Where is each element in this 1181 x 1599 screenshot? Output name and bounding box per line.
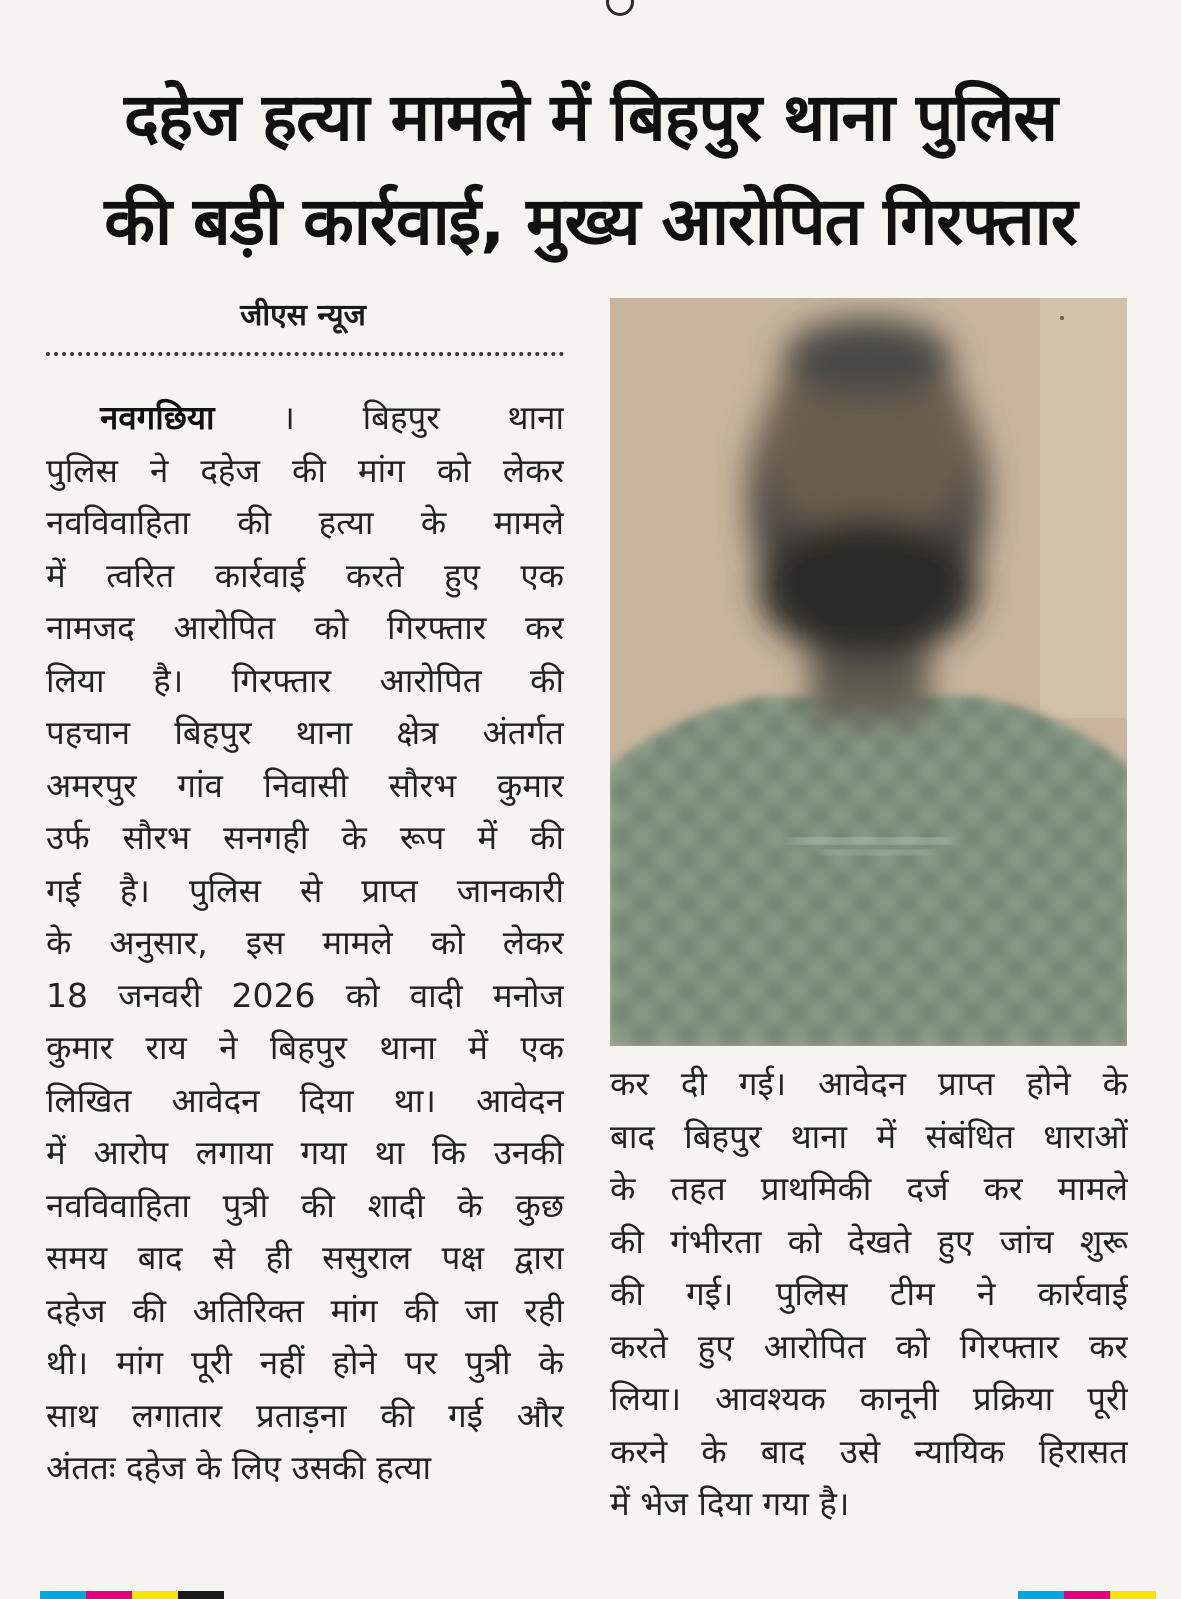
article-line: करने के बाद उसे न्यायिक हिरासत xyxy=(610,1431,1128,1471)
article-line: में आरोप लगाया गया था कि उनकी xyxy=(46,1133,564,1172)
article-line xyxy=(46,392,564,445)
article-line: लिखित आवेदन दिया था। आवेदन xyxy=(46,1080,564,1120)
article-line: समय बाद से ही ससुराल पक्ष द्वारा xyxy=(46,1238,564,1277)
article-line: की गई। पुलिस टीम ने कार्रवाई xyxy=(610,1274,1128,1313)
article-line: पहचान बिहपुर थाना क्षेत्र अंतर्गत xyxy=(46,713,564,752)
registration-mark xyxy=(1110,1591,1156,1599)
byline-divider xyxy=(46,352,564,356)
article-line: कुमार राय ने बिहपुर थाना में एक xyxy=(46,1028,564,1067)
article-line: दहेज की अतिरिक्त मांग की जा रही xyxy=(46,1290,564,1330)
article-line-text: । बिहपुर थाना xyxy=(282,398,564,437)
headline xyxy=(40,66,1141,274)
headline-line-1: दहेज हत्या मामले में बिहपुर थाना पुलिस xyxy=(124,79,1057,156)
article-line: उर्फ सौरभ सनगही के रूप में की xyxy=(46,818,564,857)
article-line: में त्वरित कार्रवाई करते हुए एक xyxy=(46,555,564,595)
article-line: गई है। पुलिस से प्राप्त जानकारी xyxy=(46,870,564,910)
article-line: लिया। आवश्यक कानूनी प्रक्रिया पूरी xyxy=(610,1379,1128,1418)
registration-mark xyxy=(40,1591,86,1599)
article-line: करते हुए आरोपित को गिरफ्तार कर xyxy=(610,1326,1128,1366)
article-line: के अनुसार, इस मामले को लेकर xyxy=(46,923,564,962)
article-line: साथ लगातार प्रताड़ना की गई और xyxy=(46,1395,564,1435)
article-line: की गंभीरता को देखते हुए जांच शुरू xyxy=(610,1221,1128,1261)
registration-mark xyxy=(86,1591,132,1599)
registration-mark xyxy=(1018,1591,1064,1599)
article-line: थी। मांग पूरी नहीं होने पर पुत्री के xyxy=(46,1343,564,1382)
article-line: नवविवाहिता पुत्री की शादी के कुछ xyxy=(46,1185,564,1225)
registration-mark xyxy=(178,1591,224,1599)
article-right-column xyxy=(610,1058,1128,1531)
article-line: के तहत प्राथमिकी दर्ज कर मामले xyxy=(610,1169,1128,1208)
byline: जीएस न्यूज xyxy=(240,298,366,333)
article-line: लिया है। गिरफ्तार आरोपित की xyxy=(46,660,564,700)
dateline: नवगछिया xyxy=(100,398,215,437)
article-line: नवविवाहिता की हत्या के मामले xyxy=(46,503,564,542)
article-line: पुलिस ने दहेज की मांग को लेकर xyxy=(46,450,564,490)
article-line: अंततः दहेज के लिए उसकी हत्या xyxy=(46,1448,432,1487)
article-line: 18 जनवरी 2026 को वादी मनोज xyxy=(46,975,564,1015)
headline-line-2: की बड़ी कार्रवाई, मुख्य आरोपित गिरफ्तार xyxy=(104,183,1077,260)
article-line: अमरपुर गांव निवासी सौरभ कुमार xyxy=(46,765,564,805)
article-line: नामजद आरोपित को गिरफ्तार कर xyxy=(46,608,564,647)
page-top-mark xyxy=(606,0,634,16)
article-line: कर दी गई। आवेदन प्राप्त होने के xyxy=(610,1064,1128,1103)
article-left-column xyxy=(46,392,564,1495)
registration-mark xyxy=(132,1591,178,1599)
registration-mark xyxy=(1064,1591,1110,1599)
article-line: में भेज दिया गया है। xyxy=(610,1484,850,1523)
accused-photo-blurred xyxy=(610,298,1127,1046)
article-line: बाद बिहपुर थाना में संबंधित धाराओं xyxy=(610,1116,1128,1156)
